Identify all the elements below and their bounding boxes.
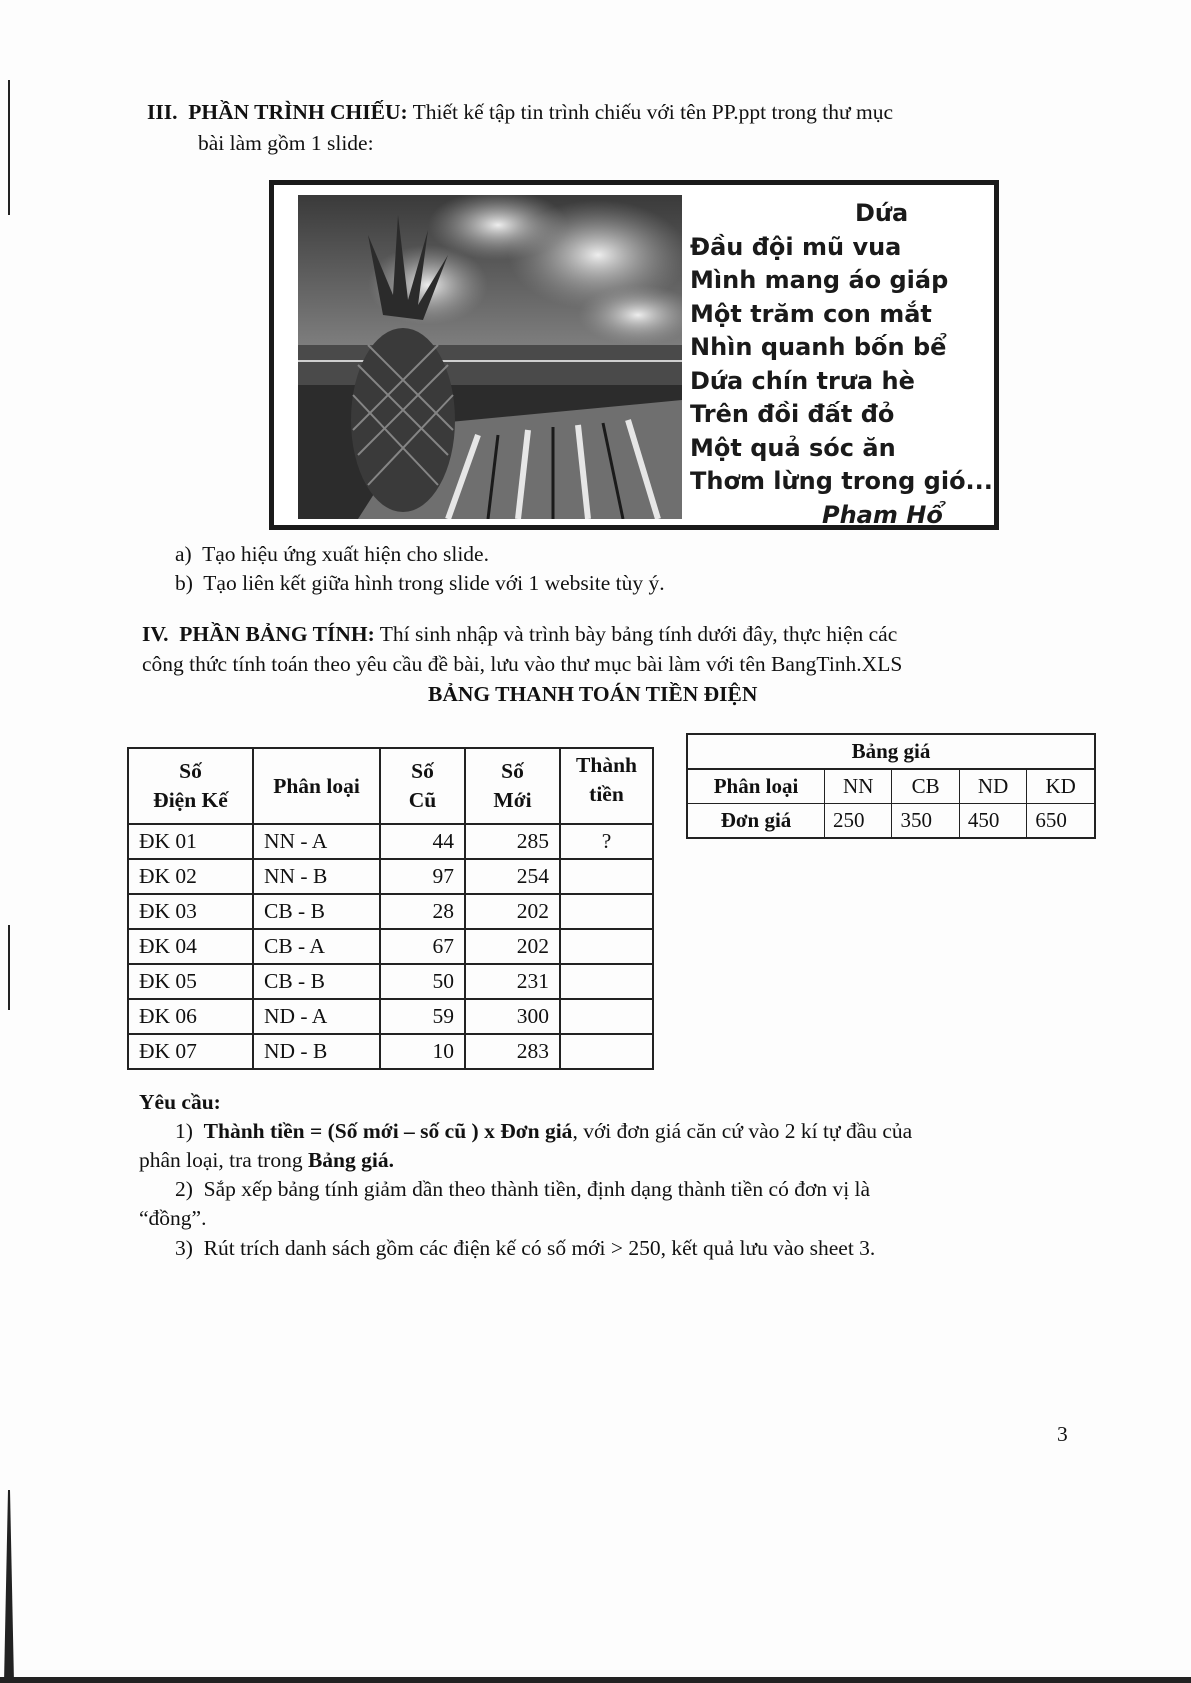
- section-4-text: Thí sinh nhập và trình bày bảng tính dưới đây, thực hiện các: [374, 622, 898, 646]
- price-category: ND: [959, 769, 1026, 804]
- price-value: 450: [959, 804, 1026, 839]
- price-row-label: Phân loại: [687, 769, 825, 804]
- section-4-heading: [142, 620, 897, 649]
- requirements-title: Yêu cầu:: [139, 1090, 221, 1114]
- requirement-2: 2) Sắp xếp bảng tính giảm dần theo thành tiền, định dạng thành tiền có đơn vị là: [175, 1177, 871, 1201]
- price-category: KD: [1027, 769, 1095, 804]
- price-category: NN: [825, 769, 892, 804]
- section-3-heading: [147, 98, 893, 127]
- task-item-text: Tạo liên kết giữa hình trong slide với 1 website tùy ý.: [203, 571, 665, 595]
- page-number: 3: [1057, 1422, 1068, 1446]
- poem-line: Một quả sóc ăn: [690, 433, 896, 462]
- table-row: ĐK 05 CB - B 50 231: [128, 964, 653, 999]
- scan-edge-mark-bottom: [4, 1490, 14, 1683]
- slide-preview: [269, 180, 999, 530]
- task-item-label: a): [175, 542, 192, 566]
- price-table: [686, 733, 1096, 839]
- table-row: ĐK 02 NN - B 97 254: [128, 859, 653, 894]
- poem-line: Dứa chín trưa hè: [690, 366, 915, 395]
- column-header-new: Số Mới: [465, 748, 560, 824]
- poem-line: Thơm lừng trong gió...: [690, 467, 993, 495]
- price-table-caption: Bảng giá: [687, 734, 1095, 769]
- table-row: ĐK 04 CB - A 67 202: [128, 929, 653, 964]
- poem-line: Đầu đội mũ vua: [690, 232, 902, 261]
- scan-edge-mark-top: [8, 80, 10, 215]
- requirement-3: 3) Rút trích danh sách gồm các điện kế có số mới > 250, kết quả lưu vào sheet 3.: [175, 1236, 876, 1260]
- section-4-number: IV.: [142, 622, 169, 646]
- poem-text: [690, 197, 993, 532]
- price-value-row: [687, 804, 1095, 839]
- table-title: BẢNG THANH TOÁN TIỀN ĐIỆN: [428, 682, 758, 706]
- section-4-heading-line2: công thức tính toán theo yêu cầu đề bài, lưu vào thư mục bài làm với tên BangTinh.XLS: [142, 652, 903, 676]
- price-value: 250: [825, 804, 892, 839]
- price-category-row: [687, 769, 1095, 804]
- table-row: ĐK 01 NN - A 44 285 ?: [128, 824, 653, 859]
- column-header-old: Số Cũ: [380, 748, 465, 824]
- price-row-label: Đơn giá: [687, 804, 825, 839]
- task-item-a: [175, 540, 489, 569]
- requirement-1: 1) Thành tiền = (Số mới – số cũ ) x Đơn giá, với đơn giá căn cứ vào 2 kí tự đầu của: [175, 1119, 913, 1143]
- poem-title: Dứa: [855, 199, 909, 227]
- scan-edge-mark-middle: [8, 925, 10, 1010]
- section-3-heading-line2: bài làm gồm 1 slide:: [198, 131, 374, 155]
- section-3-number: III.: [147, 100, 178, 124]
- table-row: ĐK 07 ND - B 10 283: [128, 1034, 653, 1069]
- poem-line: Trên đồi đất đỏ: [690, 400, 895, 428]
- column-header-type: Phân loại: [253, 748, 380, 824]
- scan-bottom-border: [0, 1677, 1191, 1683]
- requirement-1-line2: phân loại, tra trong Bảng giá.: [139, 1148, 394, 1172]
- table-row: ĐK 06 ND - A 59 300: [128, 999, 653, 1034]
- poem-author: Phạm Hổ: [822, 500, 943, 529]
- price-category: CB: [892, 769, 959, 804]
- column-header-amount: Thành tiền: [560, 748, 653, 824]
- requirement-2-line2: “đồng”.: [139, 1206, 207, 1230]
- task-item-b: [175, 569, 665, 598]
- electricity-bill-table: [127, 747, 654, 1070]
- table-row: ĐK 03 CB - B 28 202: [128, 894, 653, 929]
- section-3-text: Thiết kế tập tin trình chiếu với tên PP.ppt trong thư mục: [407, 100, 894, 124]
- task-item-label: b): [175, 571, 193, 595]
- table-header-row: [128, 748, 653, 824]
- section-3-title: PHẦN TRÌNH CHIẾU:: [188, 100, 408, 124]
- column-header-meter: Số Điện Kế: [128, 748, 253, 824]
- price-value: 650: [1027, 804, 1095, 839]
- task-item-text: Tạo hiệu ứng xuất hiện cho slide.: [202, 542, 489, 566]
- section-4-title: PHẦN BẢNG TÍNH:: [179, 622, 375, 646]
- poem-line: Mình mang áo giáp: [690, 266, 949, 294]
- pineapple-photo: [298, 195, 682, 519]
- poem-line: Nhìn quanh bốn bể: [690, 333, 947, 361]
- poem-line: Một trăm con mắt: [690, 299, 932, 328]
- price-value: 350: [892, 804, 959, 839]
